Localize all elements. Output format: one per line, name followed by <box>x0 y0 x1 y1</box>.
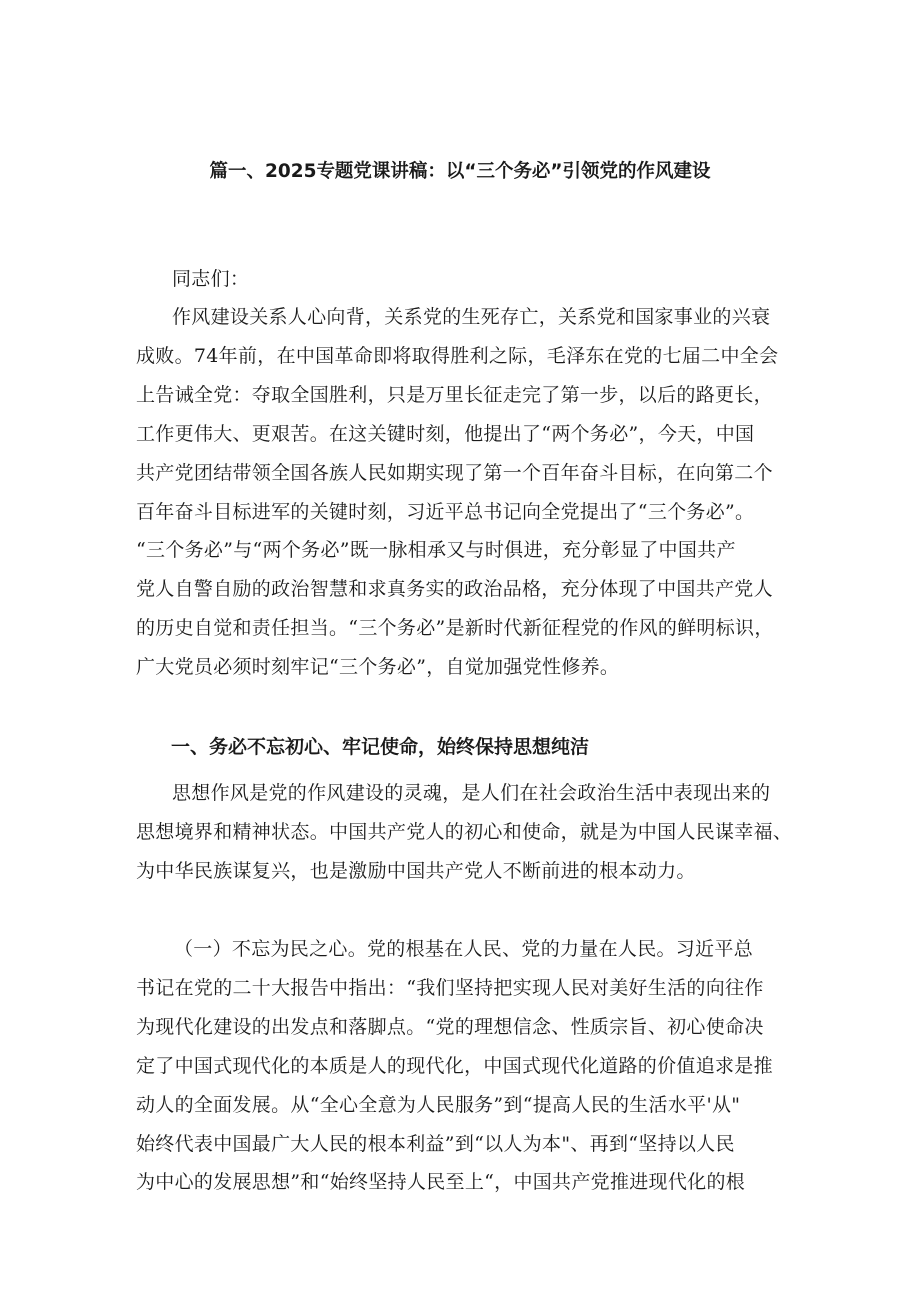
text-line: （一）不忘为民之心。党的根基在人民、党的力量在人民。习近平总 <box>174 938 754 960</box>
text-line: 百年奋斗目标进军的关键时刻，习近平总书记向全党提出了“三个务必”。 <box>136 500 755 523</box>
text-line: 书记在党的二十大报告中指出：“我们坚持把实现人民对美好生活的向往作 <box>136 976 764 999</box>
text-line: 工作更伟大、更艰苦。在这关键时刻，他提出了“两个务必”，今天，中国 <box>136 422 755 445</box>
section-heading-1: 一、务必不忘初心、牢记使命，始终保持思想纯洁 <box>171 736 590 758</box>
text-line: 作风建设关系人心向背，关系党的生死存亡，关系党和国家事业的兴衰 <box>172 306 771 328</box>
text-line: 思想境界和精神状态。中国共产党人的初心和使命，就是为中国人民谋幸福、 <box>136 820 793 843</box>
salutation-text: 同志们： <box>172 268 250 290</box>
text-line: 为中华民族谋复兴，也是激励中国共产党人不断前进的根本动力。 <box>136 859 696 882</box>
text-line: 成败。74年前，在中国革命即将取得胜利之际，毛泽东在党的七届二中全会 <box>136 344 779 367</box>
paragraph-thought-style <box>136 774 792 891</box>
text-line: 始终代表中国最广大人民的根本利益”到“以人为本"、再到“坚持以人民 <box>136 1132 735 1155</box>
text-line: 共产党团结带领全国各族人民如期实现了第一个百年奋斗目标，在向第二个 <box>136 461 773 484</box>
text-line: 的历史自觉和责任担当。“三个务必”是新时代新征程党的作风的鲜明标识， <box>136 617 774 640</box>
paragraph-people-heart <box>136 930 792 1202</box>
salutation <box>136 260 792 299</box>
text-line: 党人自警自励的政治智慧和求真务实的政治品格，充分体现了中国共产党人 <box>136 578 773 601</box>
text-line: “三个务必”与“两个务必”既一脉相承又与时俱进，充分彰显了中国共产 <box>136 539 736 562</box>
document-title: 篇一、2025专题党课讲稿：以“三个务必”引领党的作风建设 <box>209 161 711 182</box>
text-line: 为现代化建设的出发点和落脚点。“党的理想信念、性质宗旨、初心使命决 <box>136 1015 764 1038</box>
text-line: 动人的全面发展。从“全心全意为人民服务”到“提高人民的生活水平'从" <box>136 1093 741 1116</box>
text-line: 定了中国式现代化的本质是人的现代化，中国式现代化道路的价值追求是推 <box>136 1054 773 1077</box>
text-line: 广大党员必须时刻牢记“三个务必”，自觉加强党性修养。 <box>136 656 620 679</box>
paragraph-intro <box>136 298 792 687</box>
text-line: 思想作风是党的作风建设的灵魂，是人们在社会政治生活中表现出来的 <box>172 782 771 804</box>
text-line: 上告诫全党：夺取全国胜利，只是万里长征走完了第一步，以后的路更长， <box>136 383 773 406</box>
text-line: 为中心的发展思想”和“始终坚持人民至上“，中国共产党推进现代化的根 <box>136 1171 746 1194</box>
